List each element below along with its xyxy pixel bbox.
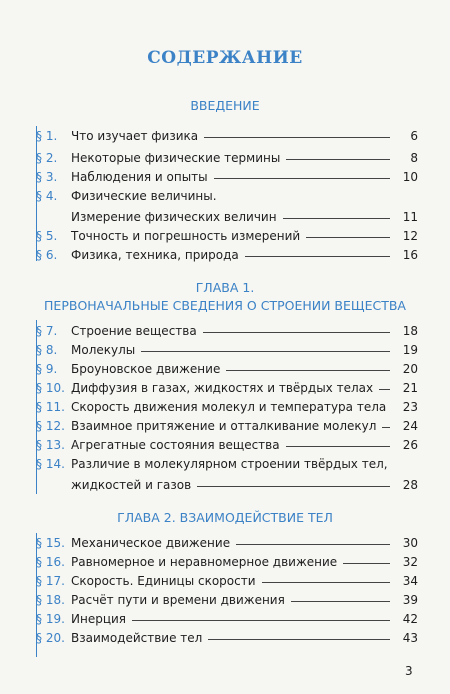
page-number: 3 [405,664,413,678]
section-heading-title: ГЛАВА 2. ВЗАИМОДЕЙСТВИЕ ТЕЛ [117,510,333,525]
toc-entry [36,229,418,243]
toc-entry [36,248,418,262]
toc-entry [36,129,418,143]
toc-entry [36,574,418,588]
entry-number: § 19. [36,612,65,626]
entry-number: § 17. [36,574,65,588]
toc-entry [36,438,418,452]
leader-line [245,256,390,257]
section-heading-subtitle: ПЕРВОНАЧАЛЬНЫЕ СВЕДЕНИЯ О СТРОЕНИИ ВЕЩЕСТВА [44,298,406,313]
entry-page: 6 [410,129,418,143]
entry-title: Точность и погрешность измерений [71,229,301,243]
entry-title: Различие в молекулярном строении твёрдых тел, [71,457,388,471]
toc-entry [36,400,418,414]
entry-page: 8 [410,151,418,165]
entry-title: Физические величины. [71,189,217,203]
leader-line [132,620,390,621]
entry-title: Скорость движения молекул и температура тела [71,400,387,414]
toc-entry [36,381,418,395]
section-heading [0,510,450,525]
entry-number: § 6. [36,248,58,262]
entry-page: 19 [402,343,418,357]
section-heading [0,98,450,113]
entry-page: 26 [402,438,418,452]
entry-title: Измерение физических величин [71,210,277,224]
toc-entry [36,478,418,492]
entry-title: Строение вещества [71,324,197,338]
entry-number: § 11. [36,400,65,414]
leader-line [203,332,390,333]
entry-title: Физика, техника, природа [71,248,239,262]
leader-line [286,159,390,160]
entry-title: Расчёт пути и времени движения [71,593,285,607]
entry-number: § 14. [36,457,65,471]
entry-page: 11 [402,210,418,224]
toc-entry [36,536,418,550]
entry-number: § 1. [36,129,58,143]
entry-title: Механическое движение [71,536,231,550]
leader-line [286,446,390,447]
leader-line [306,237,390,238]
entry-page: 23 [402,400,418,414]
entry-title: Равномерное и неравномерное движение [71,555,338,569]
entry-page: 30 [402,536,418,550]
entry-title: Наблюдения и опыты [71,170,208,184]
entry-page: 16 [402,248,418,262]
entry-title: жидкостей и газов [71,478,192,492]
leader-line [197,486,390,487]
entry-page: 43 [402,631,418,645]
leader-line [204,137,390,138]
entry-number: § 15. [36,536,65,550]
entry-title: Взаимодействие тел [71,631,203,645]
toc-entry [36,419,418,433]
leader-line [236,544,390,545]
entry-page: 28 [402,478,418,492]
toc-entry [36,210,418,224]
entry-number: § 9. [36,362,58,376]
toc-entry [36,555,418,569]
leader-line [141,351,390,352]
leader-line [382,427,390,428]
entry-page: 24 [402,419,418,433]
toc-entry [36,631,418,645]
entry-title: Что изучает физика [71,129,199,143]
entry-number: § 8. [36,343,58,357]
entry-title: Скорость. Единицы скорости [71,574,256,588]
entry-number: § 3. [36,170,58,184]
entry-number: § 2. [36,151,58,165]
entry-page: 32 [402,555,418,569]
entry-title: Инерция [71,612,127,626]
entry-title: Молекулы [71,343,136,357]
page-title: СОДЕРЖАНИЕ [147,48,303,68]
entry-page: 34 [402,574,418,588]
toc-entry [36,170,418,184]
section-heading [0,280,450,313]
entry-number: § 13. [36,438,65,452]
entry-number: § 16. [36,555,65,569]
toc-entry [36,362,418,376]
entry-title: Броуновское движение [71,362,221,376]
leader-line [208,639,390,640]
leader-line [262,582,390,583]
entry-number: § 5. [36,229,58,243]
toc-entry [36,612,418,626]
toc-entry [36,593,418,607]
leader-line [343,563,390,564]
entry-page: 39 [402,593,418,607]
entry-number: § 18. [36,593,65,607]
entry-page: 42 [402,612,418,626]
entry-page: 18 [402,324,418,338]
toc-entry [36,151,418,165]
entry-number: § 20. [36,631,65,645]
leader-line [379,389,390,390]
section-heading-title: ГЛАВА 1. [195,280,255,295]
entry-number: § 12. [36,419,65,433]
entry-title: Диффузия в газах, жидкостях и твёрдых телах [71,381,374,395]
entry-number: § 7. [36,324,58,338]
toc-entry [36,343,418,357]
leader-line [291,601,390,602]
entry-page: 21 [402,381,418,395]
toc-entry [36,189,418,203]
leader-line [283,218,390,219]
toc-entry [36,457,418,471]
entry-page: 20 [402,362,418,376]
entry-title: Агрегатные состояния вещества [71,438,280,452]
entry-number: § 10. [36,381,65,395]
leader-line [214,178,390,179]
entry-number: § 4. [36,189,58,203]
toc-entry [36,324,418,338]
entry-title: Некоторые физические термины [71,151,281,165]
entry-title: Взаимное притяжение и отталкивание молекул [71,419,377,433]
entry-page: 12 [402,229,418,243]
leader-line [226,370,390,371]
section-heading-title: ВВЕДЕНИЕ [190,98,260,113]
entry-page: 10 [402,170,418,184]
